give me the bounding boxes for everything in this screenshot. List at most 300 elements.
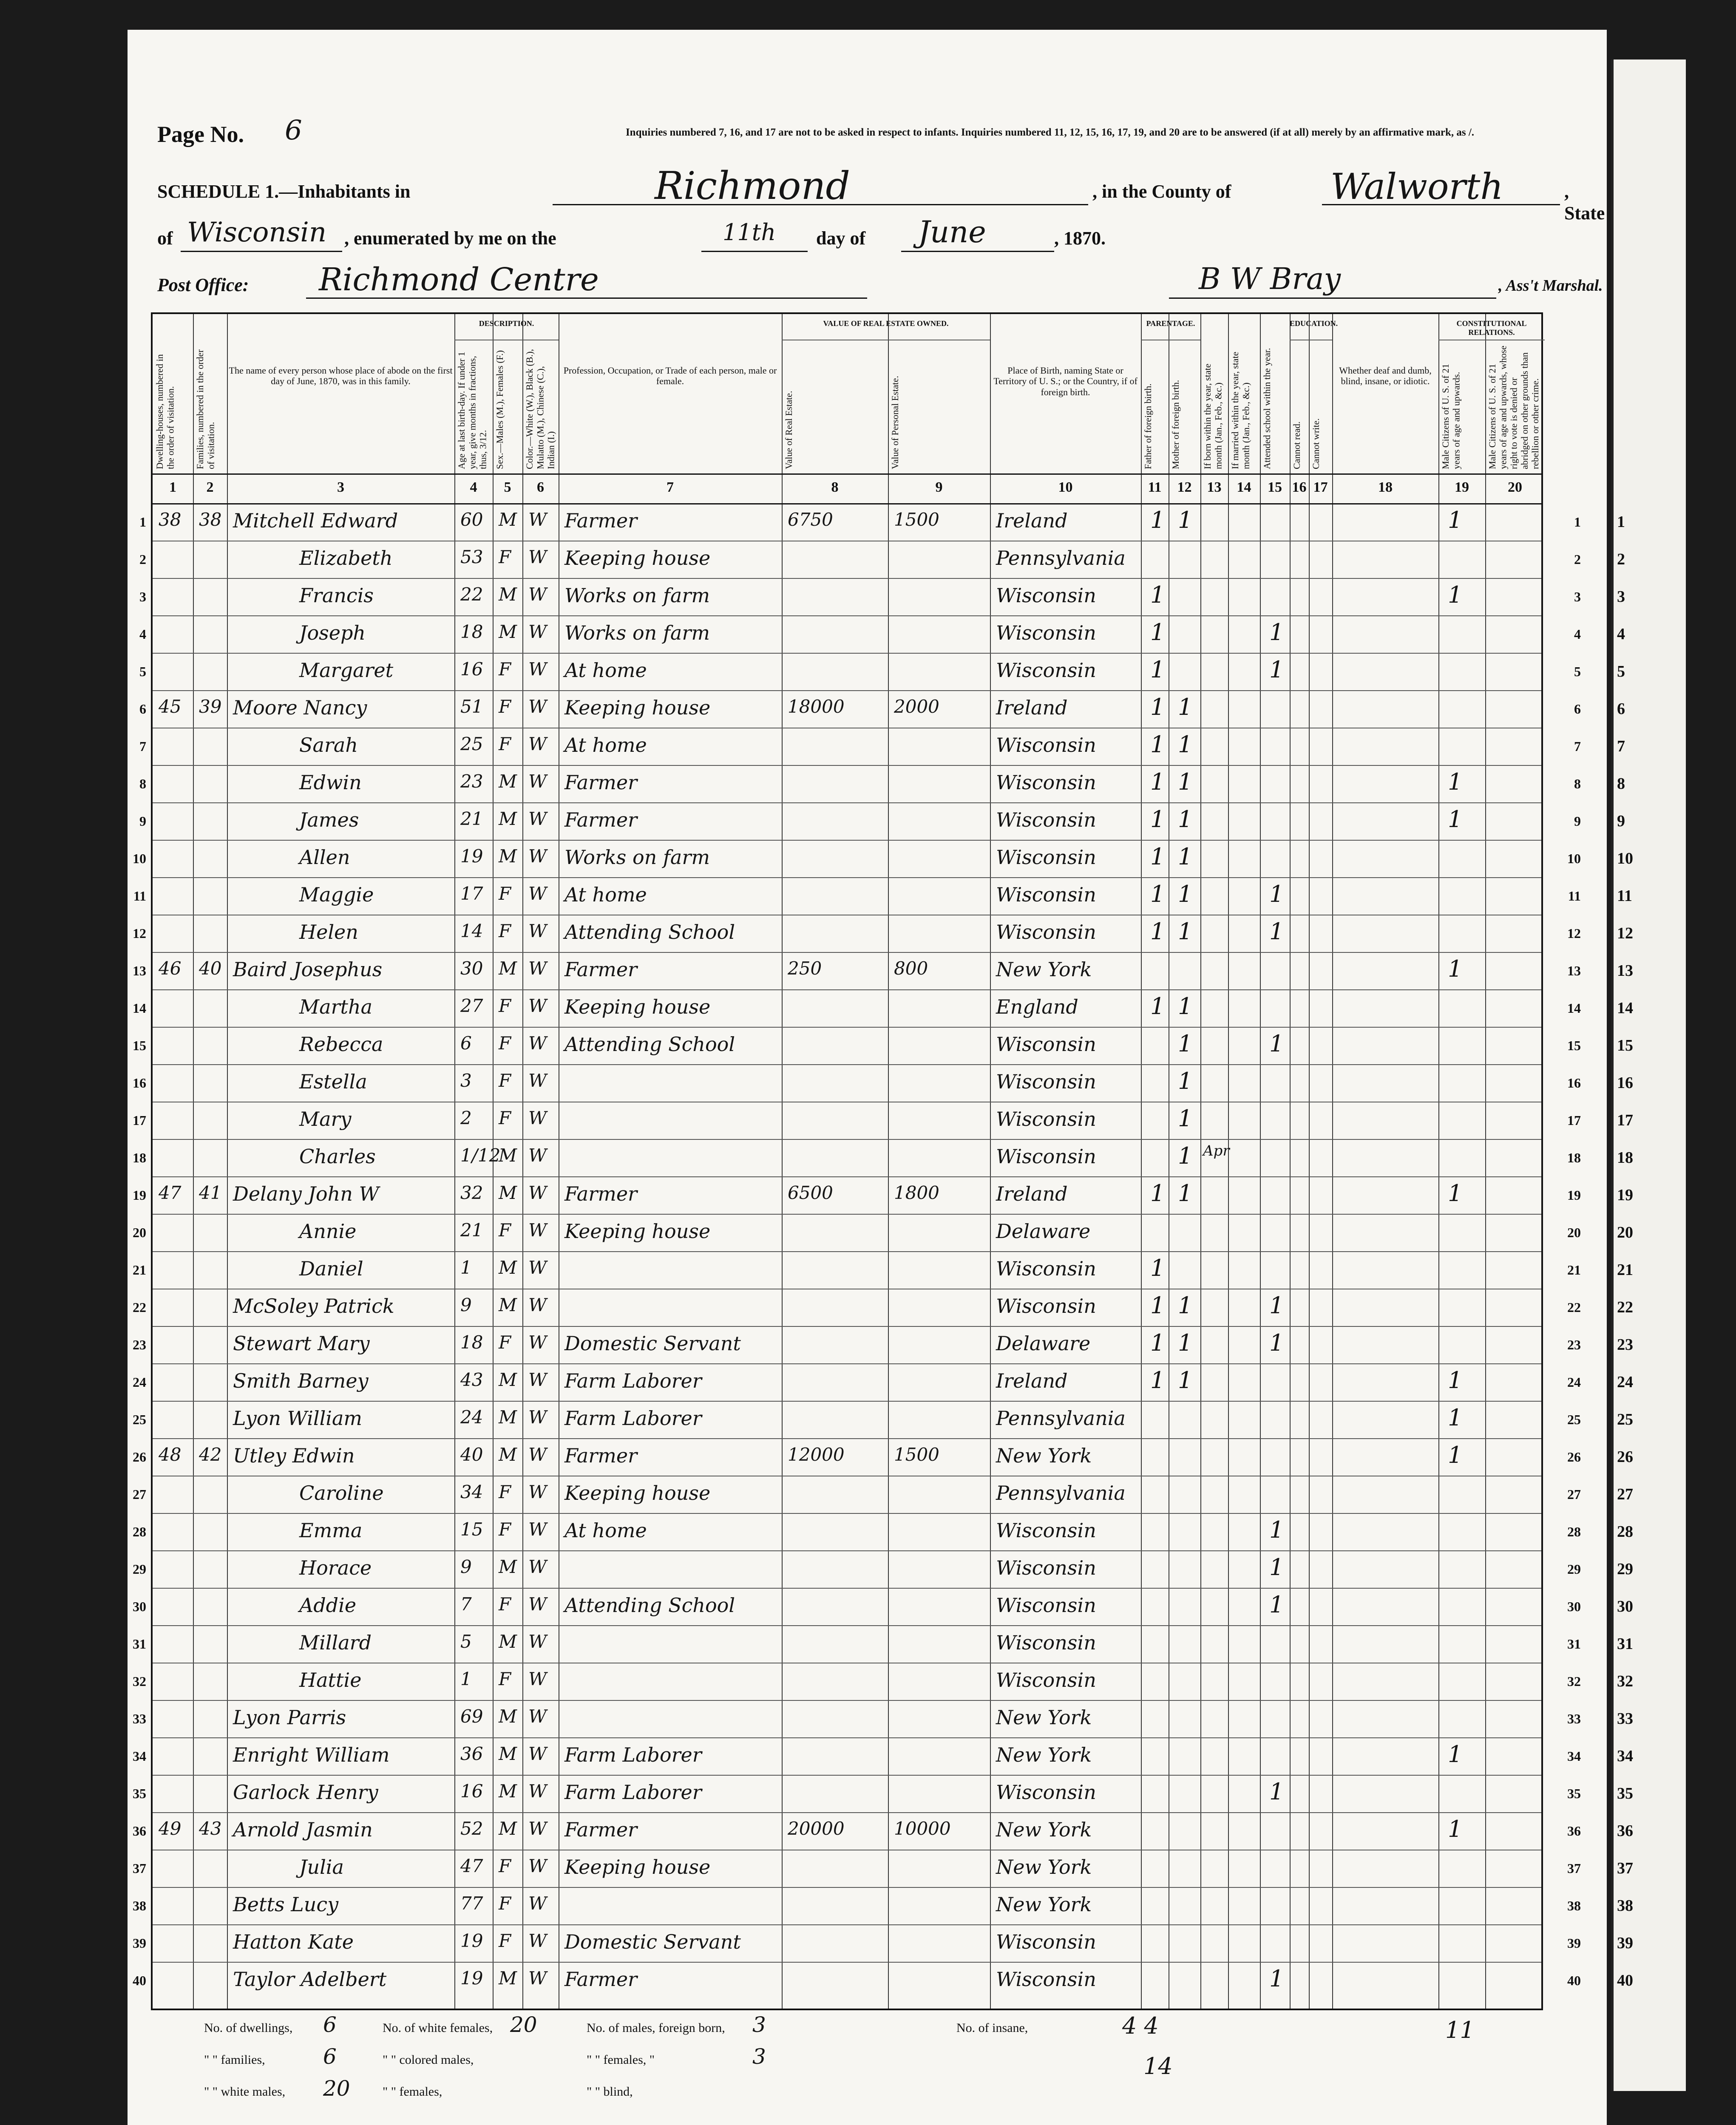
row-number-right: 2 — [1574, 552, 1581, 567]
row-number-left: 24 — [133, 1374, 146, 1390]
row-number-right: 12 — [1567, 926, 1581, 941]
dwelling-number: 49 — [159, 1818, 182, 1839]
foreign-males-count: 3 — [752, 2012, 766, 2037]
age: 24 — [460, 1407, 483, 1428]
colored-males-label: " " colored males, — [383, 2053, 474, 2067]
color: W — [528, 1743, 547, 1764]
father-foreign-mark: 1 — [1150, 1292, 1165, 1319]
birthplace: Wisconsin — [996, 1295, 1096, 1318]
column-number-5: 5 — [504, 479, 511, 495]
color: W — [528, 1556, 547, 1577]
white-males-count: 20 — [323, 2076, 350, 2101]
column-header-15: Attended school within the year. — [1262, 348, 1272, 469]
person-name: Emma — [299, 1519, 363, 1542]
person-name: Taylor Adelbert — [233, 1968, 387, 1991]
occupation: Keeping house — [564, 1220, 711, 1243]
school-mark: 1 — [1269, 1329, 1284, 1356]
adjacent-row-number: 19 — [1617, 1186, 1633, 1204]
row-number-right: 1 — [1574, 514, 1581, 530]
age: 15 — [460, 1519, 483, 1540]
personal-estate-value: 1500 — [894, 509, 939, 530]
mother-foreign-mark: 1 — [1178, 1105, 1193, 1132]
row-number-left: 29 — [133, 1561, 146, 1577]
color: W — [528, 1444, 547, 1465]
adjacent-row-number: 12 — [1617, 924, 1633, 942]
school-mark: 1 — [1269, 1778, 1284, 1805]
row-number-right: 4 — [1574, 626, 1581, 642]
column-number-8: 8 — [831, 479, 839, 495]
person-name: Betts Lucy — [233, 1893, 339, 1916]
row-number-left: 32 — [133, 1674, 146, 1689]
real-estate-value: 250 — [788, 958, 822, 979]
column-header-20: Male Citizens of U. S. of 21 years of age and upwards, whose right to vote is denied or abridged on other grounds than rebellion or other crime. — [1487, 346, 1541, 469]
age: 22 — [460, 584, 483, 605]
adjacent-row-number: 4 — [1617, 625, 1625, 643]
birthplace: Pennsylvania — [996, 1482, 1126, 1504]
father-foreign-mark: 1 — [1150, 806, 1165, 833]
row-number-right: 38 — [1567, 1898, 1581, 1913]
column-number-19: 19 — [1455, 479, 1469, 495]
age: 30 — [460, 958, 483, 979]
column-number-16: 16 — [1292, 479, 1307, 495]
column-header-19: Male Citizens of U. S. of 21 years of age and upwards. — [1440, 363, 1462, 469]
sex: M — [499, 1295, 517, 1315]
row-number-left: 2 — [139, 552, 146, 567]
row-number-left: 38 — [133, 1898, 146, 1913]
enumeration-year: , 1870. — [1054, 228, 1106, 249]
row-number-right: 28 — [1567, 1524, 1581, 1539]
column-divider — [1290, 314, 1291, 2009]
color: W — [528, 1070, 547, 1091]
personal-estate-value: 10000 — [894, 1818, 951, 1839]
occupation: Attending School — [564, 1594, 735, 1617]
enumeration-month: June — [918, 215, 986, 249]
row-number-left: 21 — [133, 1262, 146, 1278]
adjacent-row-number: 22 — [1617, 1298, 1633, 1316]
row-number-left: 25 — [133, 1412, 146, 1427]
post-office-name: Richmond Centre — [319, 261, 599, 298]
row-number-right: 19 — [1567, 1187, 1581, 1203]
real-estate-value: 20000 — [788, 1818, 845, 1839]
occupation: Keeping house — [564, 696, 711, 719]
birth-month: Apr — [1203, 1142, 1230, 1159]
town-name: Richmond — [655, 164, 851, 208]
adjacent-row-number: 32 — [1617, 1672, 1633, 1690]
foreign-females-count: 3 — [752, 2044, 766, 2069]
sex: F — [499, 659, 511, 680]
column-divider — [193, 314, 194, 2009]
sex: F — [499, 1893, 511, 1914]
birthplace: Wisconsin — [996, 1033, 1096, 1056]
occupation: Farm Laborer — [564, 1407, 702, 1430]
citizens-total: 11 — [1445, 2017, 1475, 2043]
adjacent-row-number: 18 — [1617, 1149, 1633, 1167]
birthplace: Wisconsin — [996, 1930, 1096, 1953]
school-mark: 1 — [1269, 1591, 1284, 1618]
color: W — [528, 1856, 547, 1876]
row-number-right: 23 — [1567, 1337, 1581, 1352]
personal-estate-value: 1800 — [894, 1182, 939, 1203]
row-number-left: 15 — [133, 1038, 146, 1053]
mother-foreign-mark: 1 — [1178, 1030, 1193, 1057]
birthplace: Ireland — [996, 1182, 1068, 1205]
row-divider — [153, 1363, 1541, 1364]
row-number-left: 19 — [133, 1187, 146, 1203]
age: 27 — [460, 995, 483, 1016]
row-divider — [153, 1588, 1541, 1589]
group-header-description: DESCRIPTION. — [479, 319, 534, 328]
color: W — [528, 1108, 547, 1128]
row-number-right: 29 — [1567, 1561, 1581, 1577]
row-number-left: 11 — [133, 888, 146, 904]
person-name: Estella — [299, 1070, 367, 1093]
person-name: Delany John W — [233, 1182, 379, 1205]
family-number: 41 — [199, 1182, 222, 1203]
person-name: Stewart Mary — [233, 1332, 370, 1355]
birthplace: Wisconsin — [996, 659, 1096, 682]
dwelling-number: 46 — [159, 958, 182, 979]
adjacent-row-number: 39 — [1617, 1934, 1633, 1952]
age: 77 — [460, 1893, 483, 1914]
row-number-left: 37 — [133, 1861, 146, 1876]
age: 18 — [460, 1332, 483, 1353]
row-number-right: 8 — [1574, 776, 1581, 791]
column-number-6: 6 — [537, 479, 544, 495]
row-number-right: 7 — [1574, 739, 1581, 754]
citizen-mark: 1 — [1448, 768, 1463, 795]
row-number-left: 36 — [133, 1823, 146, 1839]
adjacent-row-number: 25 — [1617, 1411, 1633, 1428]
column-divider — [1438, 314, 1439, 2009]
row-number-left: 20 — [133, 1225, 146, 1240]
row-divider — [153, 1550, 1541, 1551]
column-number-4: 4 — [470, 479, 477, 495]
row-number-right: 25 — [1567, 1412, 1581, 1427]
adjacent-row-number: 31 — [1617, 1635, 1633, 1653]
column-number-9: 9 — [935, 479, 943, 495]
person-name: Hattie — [299, 1669, 362, 1692]
person-name: Charles — [299, 1145, 376, 1168]
age: 43 — [460, 1369, 483, 1390]
sex: M — [499, 771, 517, 792]
adjacent-row-number: 8 — [1617, 775, 1625, 793]
row-divider — [153, 653, 1541, 654]
mother-foreign-mark: 1 — [1178, 507, 1193, 533]
row-number-right: 27 — [1567, 1487, 1581, 1502]
column-header-7: Profession, Occupation, or Trade of each person, male or female. — [563, 365, 777, 387]
occupation: Farmer — [564, 1968, 638, 1991]
row-number-left: 16 — [133, 1075, 146, 1091]
row-number-left: 4 — [139, 626, 146, 642]
birthplace: Ireland — [996, 1369, 1068, 1392]
row-divider — [153, 1924, 1541, 1925]
row-divider — [153, 1139, 1541, 1140]
column-number-2: 2 — [206, 479, 214, 495]
citizen-mark: 1 — [1448, 1180, 1463, 1207]
row-number-right: 34 — [1567, 1748, 1581, 1764]
age: 69 — [460, 1706, 483, 1727]
person-name: James — [299, 808, 359, 831]
father-foreign-mark: 1 — [1150, 1367, 1165, 1394]
column-divider — [1332, 314, 1333, 2009]
father-foreign-mark: 1 — [1150, 1180, 1165, 1207]
group-header-constitutional: CONSTITUTIONAL RELATIONS. — [1456, 319, 1527, 337]
adjacent-row-number: 23 — [1617, 1336, 1633, 1354]
adjacent-row-number: 40 — [1617, 1972, 1633, 1989]
row-divider — [153, 1513, 1541, 1514]
row-number-right: 26 — [1567, 1449, 1581, 1465]
birthplace: New York — [996, 1706, 1092, 1729]
adjacent-row-number: 2 — [1617, 550, 1625, 568]
real-estate-value: 12000 — [788, 1444, 845, 1465]
age: 19 — [460, 846, 483, 867]
age: 16 — [460, 1781, 483, 1802]
column-number-13: 13 — [1207, 479, 1222, 495]
age: 1 — [460, 1257, 472, 1278]
mother-foreign-mark: 1 — [1178, 1292, 1193, 1319]
adjacent-row-number: 14 — [1617, 999, 1633, 1017]
color: W — [528, 547, 547, 567]
sex: M — [499, 1968, 517, 1989]
county-label: , in the County of — [1092, 181, 1231, 202]
adjacent-row-number: 33 — [1617, 1710, 1633, 1728]
row-number-right: 32 — [1567, 1674, 1581, 1689]
adjacent-row-number: 21 — [1617, 1261, 1633, 1279]
blind-label: " " blind, — [587, 2085, 633, 2099]
adjacent-row-number: 24 — [1617, 1373, 1633, 1391]
marshal-signature: B W Bray — [1199, 261, 1341, 296]
column-number-18: 18 — [1378, 479, 1393, 495]
mother-foreign-mark: 1 — [1178, 993, 1193, 1020]
sex: M — [499, 584, 517, 605]
row-divider — [153, 1326, 1541, 1327]
birthplace: New York — [996, 1444, 1092, 1467]
father-foreign-mark: 1 — [1150, 1329, 1165, 1356]
father-foreign-mark: 1 — [1150, 768, 1165, 795]
birthplace: Wisconsin — [996, 1781, 1096, 1804]
age: 16 — [460, 659, 483, 680]
age: 52 — [460, 1818, 483, 1839]
column-divider — [227, 314, 228, 2009]
header-divider — [153, 473, 1541, 475]
column-number-17: 17 — [1313, 479, 1328, 495]
color: W — [528, 1145, 547, 1166]
families-label: " " families, — [204, 2053, 265, 2067]
row-number-left: 39 — [133, 1935, 146, 1951]
color: W — [528, 1220, 547, 1241]
occupation: At home — [564, 1519, 647, 1542]
row-number-left: 26 — [133, 1449, 146, 1465]
birthplace: Wisconsin — [996, 1108, 1096, 1130]
sex: F — [499, 1332, 511, 1353]
row-number-right: 9 — [1574, 813, 1581, 829]
color: W — [528, 1669, 547, 1689]
row-number-left: 17 — [133, 1113, 146, 1128]
row-number-left: 23 — [133, 1337, 146, 1352]
adjacent-row-number: 17 — [1617, 1111, 1633, 1129]
adjacent-row-number: 35 — [1617, 1785, 1633, 1802]
birthplace: Ireland — [996, 509, 1068, 532]
age: 9 — [460, 1295, 472, 1315]
column-header-16: Cannot read. — [1291, 421, 1302, 469]
column-divider — [1141, 314, 1142, 2009]
row-number-right: 15 — [1567, 1038, 1581, 1053]
age: 19 — [460, 1968, 483, 1989]
column-header-4: Age at last birth-day. If under 1 year, give months in fractions, thus, 3/12. — [456, 351, 488, 469]
person-name: Utley Edwin — [233, 1444, 355, 1467]
age: 17 — [460, 883, 483, 904]
person-name: Millard — [299, 1631, 372, 1654]
father-foreign-mark: 1 — [1150, 1255, 1165, 1281]
person-name: Allen — [299, 846, 350, 869]
sex: M — [499, 1706, 517, 1727]
birthplace: Wisconsin — [996, 808, 1096, 831]
birthplace: Wisconsin — [996, 1257, 1096, 1280]
row-divider — [153, 1401, 1541, 1402]
age: 51 — [460, 696, 483, 717]
insane-label: No. of insane, — [956, 2021, 1028, 2035]
state-name: Wisconsin — [187, 217, 327, 248]
person-name: Julia — [299, 1856, 344, 1878]
mother-foreign-mark: 1 — [1178, 1367, 1193, 1394]
mother-foreign-mark: 1 — [1178, 1329, 1193, 1356]
real-estate-value: 18000 — [788, 696, 845, 717]
sex: F — [499, 1108, 511, 1128]
row-number-right: 18 — [1567, 1150, 1581, 1165]
real-estate-value: 6750 — [788, 509, 833, 530]
age: 14 — [460, 921, 483, 941]
sex: M — [499, 509, 517, 530]
row-number-left: 27 — [133, 1487, 146, 1502]
row-number-left: 18 — [133, 1150, 146, 1165]
occupation: At home — [564, 734, 647, 756]
age: 60 — [460, 509, 483, 530]
row-divider — [153, 1775, 1541, 1776]
adjacent-row-number: 15 — [1617, 1037, 1633, 1054]
row-divider — [153, 1887, 1541, 1888]
citizen-mark: 1 — [1448, 1404, 1463, 1431]
color: W — [528, 1968, 547, 1989]
occupation: Farmer — [564, 1444, 638, 1467]
person-name: Horace — [299, 1556, 372, 1579]
row-number-left: 28 — [133, 1524, 146, 1539]
column-header-10: Place of Birth, naming State or Territory of U. S.; or the Country, if of foreign birth. — [993, 365, 1137, 397]
age: 5 — [460, 1631, 472, 1652]
county-name: Walworth — [1330, 166, 1503, 207]
citizen-mark: 1 — [1448, 1442, 1463, 1468]
column-number-divider — [153, 503, 1541, 504]
adjacent-row-number: 16 — [1617, 1074, 1633, 1092]
color: W — [528, 771, 547, 792]
color: W — [528, 1295, 547, 1315]
father-foreign-mark: 1 — [1150, 694, 1165, 720]
row-number-left: 1 — [139, 514, 146, 530]
sex: F — [499, 1519, 511, 1540]
color: W — [528, 659, 547, 680]
adjacent-row-number: 28 — [1617, 1523, 1633, 1541]
adjacent-row-number: 36 — [1617, 1822, 1633, 1840]
page-number: 6 — [285, 115, 302, 146]
row-number-right: 21 — [1567, 1262, 1581, 1278]
birthplace: Pennsylvania — [996, 547, 1126, 570]
adjacent-row-number: 3 — [1617, 588, 1625, 606]
column-number-11: 11 — [1148, 479, 1162, 495]
column-header-1: Dwelling-houses, numbered in the order of visitation. — [154, 354, 176, 469]
mother-foreign-mark: 1 — [1178, 918, 1193, 945]
occupation: Farmer — [564, 958, 638, 981]
column-divider — [1228, 314, 1229, 2009]
person-name: Sarah — [299, 734, 358, 756]
birthplace: New York — [996, 1818, 1092, 1841]
column-number-15: 15 — [1268, 479, 1282, 495]
mother-foreign-mark: 1 — [1178, 881, 1193, 907]
foreign-females-label: " " females, " — [587, 2053, 655, 2067]
adjacent-page-strip — [1611, 60, 1686, 2091]
school-mark: 1 — [1269, 619, 1284, 646]
personal-estate-value: 2000 — [894, 696, 939, 717]
birthplace: Wisconsin — [996, 921, 1096, 944]
sex: M — [499, 1818, 517, 1839]
sex: F — [499, 921, 511, 941]
marshal-label: , Ass't Marshal. — [1498, 277, 1603, 295]
person-name: Elizabeth — [299, 547, 393, 570]
state-label: , State — [1564, 181, 1605, 224]
sex: M — [499, 1556, 517, 1577]
column-header-9: Value of Personal Estate. — [890, 376, 900, 469]
birthplace: Wisconsin — [996, 1669, 1096, 1692]
birthplace: Wisconsin — [996, 1968, 1096, 1991]
school-mark: 1 — [1269, 1965, 1284, 1992]
white-females-count: 20 — [510, 2012, 537, 2037]
mother-foreign-mark: 1 — [1178, 768, 1193, 795]
dwelling-number: 48 — [159, 1444, 182, 1465]
birthplace: Wisconsin — [996, 734, 1096, 756]
adjacent-row-number: 30 — [1617, 1598, 1633, 1615]
person-name: Baird Josephus — [233, 958, 383, 981]
occupation: Farmer — [564, 1818, 638, 1841]
females-label: " " females, — [383, 2085, 443, 2099]
person-name: Francis — [299, 584, 374, 607]
color: W — [528, 1257, 547, 1278]
person-name: Daniel — [299, 1257, 363, 1280]
row-divider — [153, 1027, 1541, 1028]
age: 6 — [460, 1033, 472, 1054]
sex: F — [499, 1033, 511, 1054]
adjacent-row-number: 9 — [1617, 812, 1625, 830]
occupation: Farm Laborer — [564, 1743, 702, 1766]
column-header-12: Mother of foreign birth. — [1170, 380, 1181, 469]
birthplace: Wisconsin — [996, 846, 1096, 869]
father-foreign-mark: 1 — [1150, 731, 1165, 758]
group-header-education: EDUCATION. — [1290, 319, 1338, 328]
column-divider — [1309, 314, 1310, 2009]
row-number-left: 33 — [133, 1711, 146, 1726]
age: 53 — [460, 547, 483, 567]
age: 7 — [460, 1594, 472, 1615]
person-name: Mary — [299, 1108, 352, 1130]
row-number-left: 8 — [139, 776, 146, 791]
adjacent-row-number: 6 — [1617, 700, 1625, 718]
row-number-left: 5 — [139, 664, 146, 679]
row-divider — [153, 765, 1541, 766]
personal-estate-value: 800 — [894, 958, 928, 979]
color: W — [528, 1369, 547, 1390]
age: 2 — [460, 1108, 472, 1128]
row-number-right: 10 — [1567, 851, 1581, 866]
row-divider — [153, 989, 1541, 990]
adjacent-row-number: 37 — [1617, 1859, 1633, 1877]
occupation: Farmer — [564, 771, 638, 794]
